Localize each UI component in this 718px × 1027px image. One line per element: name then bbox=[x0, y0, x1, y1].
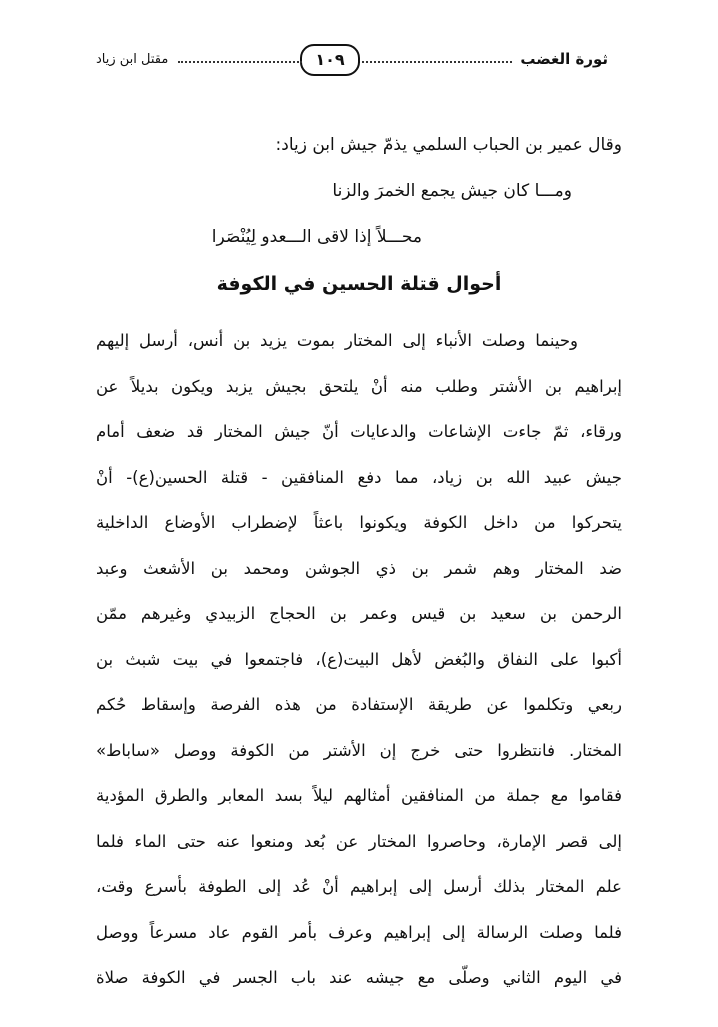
verse-line: محـــلاً إذا لاقى الـــعدو لِيُنْصَرا bbox=[211, 227, 422, 247]
verse-intro: وقال عمير بن الحباب السلمي يذمّ جيش ابن زياد: bbox=[275, 135, 622, 155]
header-dotted-rule bbox=[358, 61, 512, 63]
page-number-badge bbox=[300, 44, 360, 76]
text-line: ربعي وتكلموا عن طريقة الإستفادة من هذه الفرصة وإسقاط حُكم bbox=[96, 695, 622, 714]
text-line: يتحركوا من داخل الكوفة ويكونوا باعثاً لإضطراب الأوضاع الداخلية bbox=[96, 513, 622, 532]
page-number: ١٠٩ bbox=[315, 50, 345, 69]
text-line: جيش عبيد الله بن زياد، مما دفع المنافقين - قتلة الحسين(ع)- أنْ bbox=[96, 467, 622, 487]
text-line: ضد المختار وهم شمر بن ذي الجوشن ومحمد بن الأشعث وعبد bbox=[96, 558, 622, 578]
section-heading: أحوال قتلة الحسين في الكوفة bbox=[216, 273, 502, 295]
text-line: فقاموا مع جملة من المنافقين أمثالهم ليلاً بسد المعابر والطرق المؤدية bbox=[96, 786, 622, 805]
text-line: وحينما وصلت الأنباء إلى المختار بموت يزيد بن أنس، أرسل إليهم bbox=[96, 331, 578, 350]
verse-line: ومـــا كان جيش يجمع الخمرَ والزنا bbox=[332, 181, 572, 201]
text-line: في اليوم الثاني وصلّى مع جيشه عند باب الجسر في الكوفة صلاة bbox=[96, 968, 622, 987]
text-line: ورقاء، ثمّ جاءت الإشاعات والدعايات أنّ جيش المختار قد ضعف أمام bbox=[96, 422, 622, 441]
text-line: الرحمن بن سعيد بن قيس وعمر بن الحجاج الزبيدي وغيرهم ممّن bbox=[96, 604, 622, 623]
text-line: المختار. فانتظروا حتى خرج إن الأشتر من الكوفة ووصل «ساباط» bbox=[96, 740, 622, 760]
text-line: إلى قصر الإمارة، وحاصروا المختار عن بُعد ومنعوا عنه حتى الماء فلما bbox=[96, 831, 622, 851]
text-line: إبراهيم بن الأشتر وطلب منه أنْ يلتحق بجيش يزبد ويكون بديلاً عن bbox=[96, 376, 622, 396]
text-line: فلما وصلت الرسالة إلى إبراهيم وعرف بأمر القوم عاد مسرعاً ووصل bbox=[96, 922, 622, 942]
chapter-title: مقتل ابن زياد bbox=[96, 52, 169, 67]
body-paragraph bbox=[96, 318, 622, 1001]
book-title: ثورة الغضب bbox=[520, 50, 608, 68]
header-dotted-rule bbox=[178, 61, 302, 63]
running-header bbox=[96, 40, 608, 80]
text-line: أكبوا على النفاق والبُغض لأهل البيت(ع)، فاجتمعوا في بيت شبث بن bbox=[96, 649, 622, 669]
text-line: علم المختار بذلك أرسل إلى إبراهيم أنْ عُد إلى الطوفة بأسرع وقت، bbox=[96, 877, 622, 896]
